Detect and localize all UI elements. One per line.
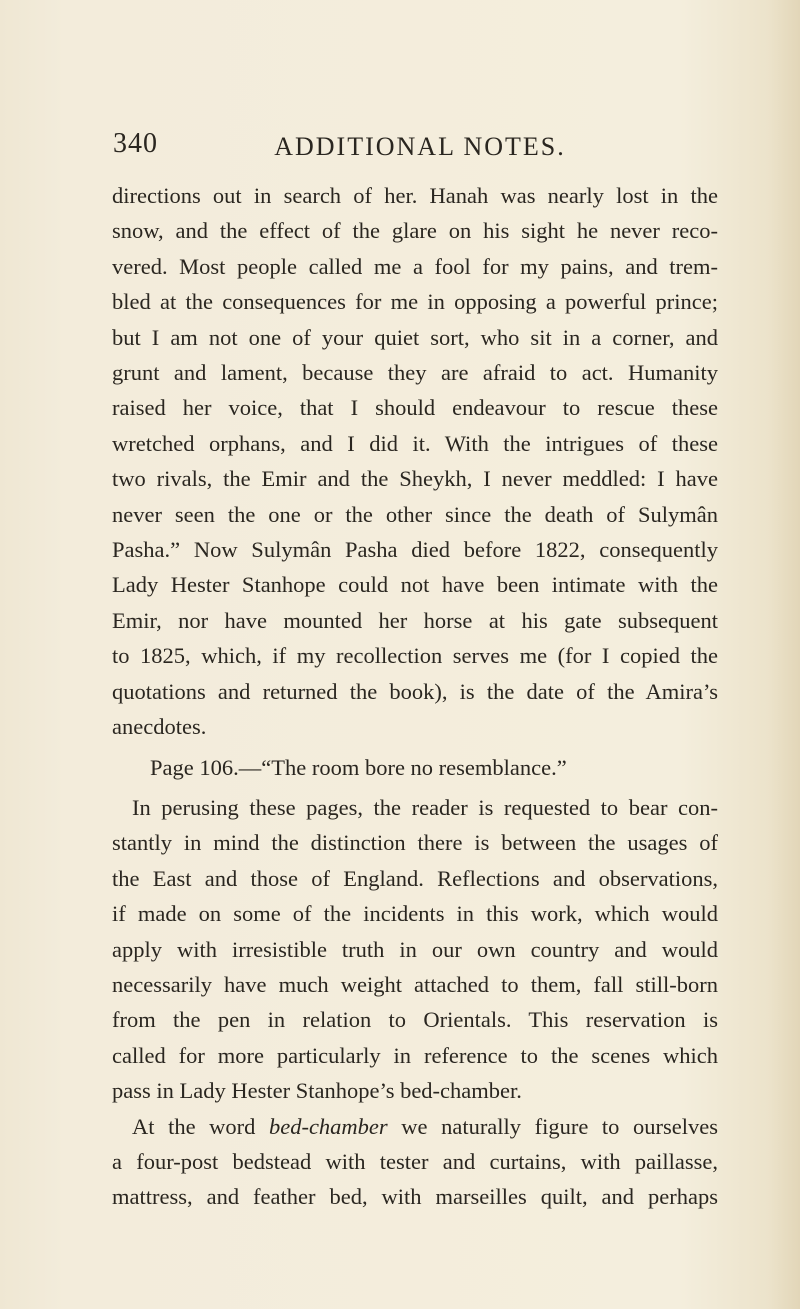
text-line: two rivals, the Emir and the Sheykh, I never meddled: I have <box>112 466 718 492</box>
text-line: called for more particularly in reference to the scenes which <box>112 1042 718 1068</box>
text-line: but I am not one of your quiet sort, who sit in a corner, and <box>112 324 718 350</box>
text-line: anecdotes. <box>112 714 207 740</box>
paragraph-bed-chamber <box>112 1109 718 1215</box>
text-line: vered. Most people called me a fool for my pains, and trem- <box>112 253 718 279</box>
text-line: wretched orphans, and I did it. With the intrigues of these <box>112 430 718 456</box>
text-line: mattress, and feather bed, with marseilles quilt, and perhaps <box>112 1184 718 1210</box>
text-line: the East and those of England. Reflections and observations, <box>112 865 718 891</box>
text-line: stantly in mind the distinction there is between the usages of <box>112 830 718 856</box>
text-line: apply with irresistible truth in our own country and would <box>112 936 718 962</box>
text-run: we naturally figure to ourselves <box>387 1113 718 1139</box>
text-run: At the word <box>132 1113 269 1139</box>
text-line: quotations and returned the book), is the date of the Amira’s <box>112 678 718 704</box>
text-line: snow, and the effect of the glare on his sight he never reco- <box>112 218 718 244</box>
text-line: a four-post bedstead with tester and curtains, with paillasse, <box>112 1148 718 1174</box>
page-reference-heading: Page 106.—“The room bore no resemblance.” <box>150 754 567 780</box>
text-line: to 1825, which, if my recollection serves me (for I copied the <box>112 643 718 669</box>
text-line: In perusing these pages, the reader is requested to bear con- <box>132 794 718 820</box>
paragraph-continuation <box>112 178 718 745</box>
page-number: 340 <box>113 128 158 159</box>
text-line: Lady Hester Stanhope could not have been intimate with the <box>112 572 718 598</box>
text-line: necessarily have much weight attached to them, fall still-born <box>112 971 718 997</box>
text-line: Emir, nor have mounted her horse at his gate subsequent <box>112 607 718 633</box>
text-line: grunt and lament, because they are afraid to act. Humanity <box>112 360 718 386</box>
text-line: bled at the consequences for me in opposing a powerful prince; <box>112 289 718 315</box>
running-head: ADDITIONAL NOTES. <box>274 132 566 161</box>
text-line: Pasha.” Now Sulymân Pasha died before 1822, consequently <box>112 537 718 563</box>
text-line: never seen the one or the other since the death of Sulymân <box>112 501 718 527</box>
page-body <box>112 178 718 1215</box>
paragraph-perusing <box>112 790 718 1109</box>
text-line: if made on some of the incidents in this work, which would <box>112 901 718 927</box>
text-line: directions out in search of her. Hanah was nearly lost in the <box>112 183 718 208</box>
italic-term: bed-chamber <box>268 1113 388 1139</box>
text-line: raised her voice, that I should endeavour to rescue these <box>112 395 718 421</box>
page-header <box>0 124 800 164</box>
text-line: from the pen in relation to Orientals. This reservation is <box>112 1007 718 1033</box>
text-line: pass in Lady Hester Stanhope’s bed-chamber. <box>112 1078 522 1104</box>
text-line <box>112 1109 718 1144</box>
